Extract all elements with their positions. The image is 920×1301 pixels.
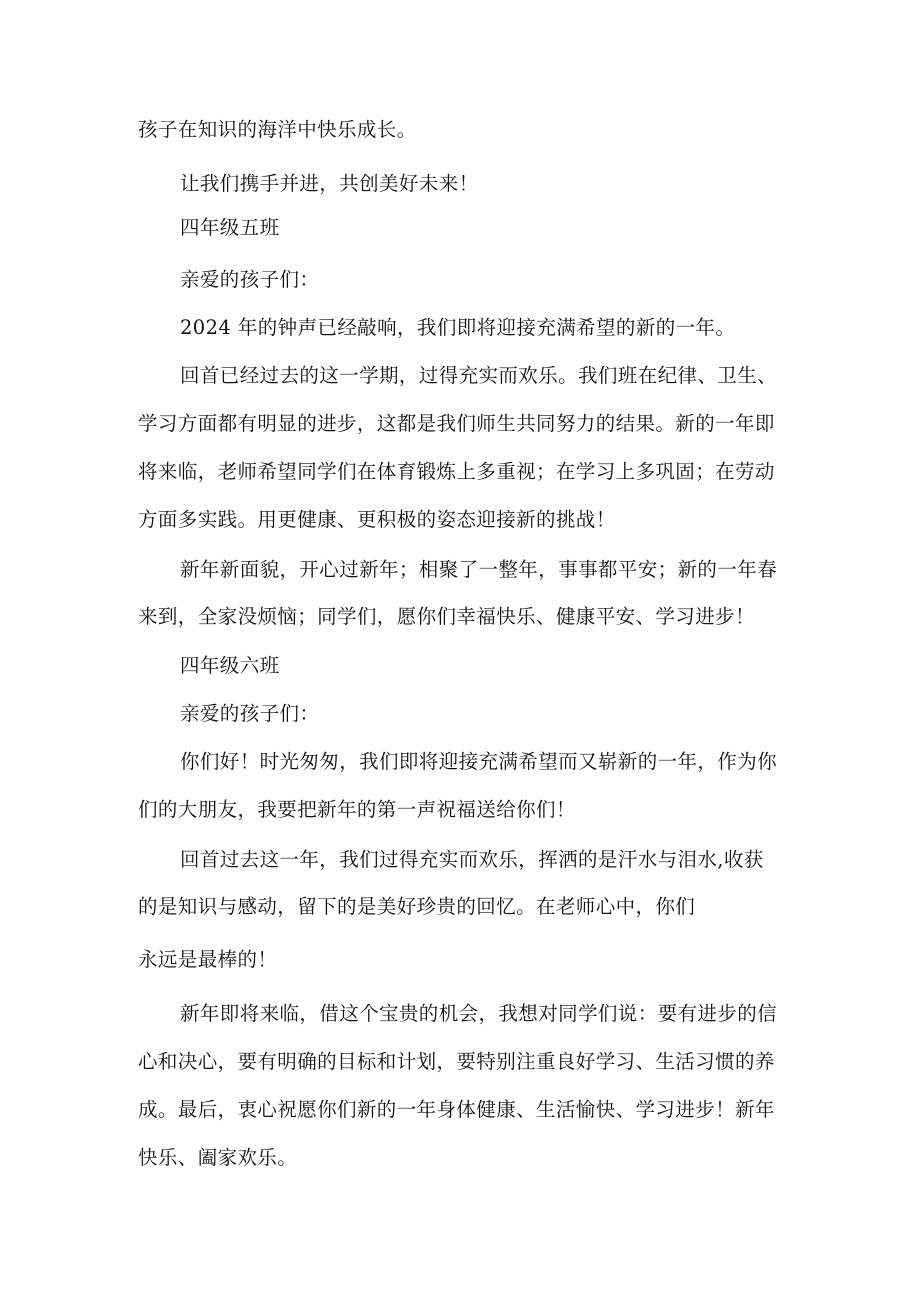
- text-line-11: 来到，全家没烦恼；同学们，愿你们幸福快乐、健康平安、学习进步！: [138, 605, 755, 628]
- text-line-16: 回首过去这一年，我们过得充实而欢乐，挥洒的是汗水与泪水,收获: [180, 848, 764, 871]
- text-line-21: 成。最后，衷心祝愿你们新的一年身体健康、生活愉快、学习进步！新年: [138, 1098, 775, 1121]
- text-line-17: 的是知识与感动，留下的是美好珍贵的回忆。在老师心中，你们: [138, 895, 696, 918]
- class-heading-grade4-class5: 四年级五班: [180, 216, 280, 239]
- text-line-8: 将来临，老师希望同学们在体育锻炼上多重视；在学习上多巩固；在劳动: [138, 460, 775, 483]
- text-line-20: 心和决心，要有明确的目标和计划，要特别注重良好学习、生活习惯的养: [138, 1050, 775, 1073]
- text-line-5: 2024 年的钟声已经敲响，我们即将迎接充满希望的新的一年。: [180, 316, 736, 339]
- greeting-line-2: 亲爱的孩子们：: [180, 702, 320, 725]
- text-line-1: 孩子在知识的海洋中快乐成长。: [138, 118, 417, 141]
- class-heading-grade4-class6: 四年级六班: [180, 654, 280, 677]
- text-line-14: 你们好！时光匆匆，我们即将迎接充满希望而又崭新的一年，作为你: [180, 750, 778, 773]
- text-line-7: 学习方面都有明显的进步，这都是我们师生共同努力的结果。新的一年即: [138, 412, 775, 435]
- text-line-2: 让我们携手并进，共创美好未来！: [180, 172, 479, 195]
- greeting-line: 亲爱的孩子们：: [180, 268, 320, 291]
- text-line-19: 新年即将来临，借这个宝贵的机会，我想对同学们说：要有进步的信: [180, 1002, 778, 1025]
- text-line-18: 永远是最棒的！: [138, 948, 278, 971]
- text-line-9: 方面多实践。用更健康、更积极的姿态迎接新的挑战！: [138, 508, 616, 531]
- text-line-6: 回首已经过去的这一学期，过得充实而欢乐。我们班在纪律、卫生、: [180, 364, 778, 387]
- text-line-10: 新年新面貌，开心过新年；相聚了一整年，事事都平安；新的一年春: [180, 558, 778, 581]
- text-line-22: 快乐、阖家欢乐。: [138, 1146, 298, 1169]
- text-line-15: 们的大朋友，我要把新年的第一声祝福送给你们！: [138, 798, 576, 821]
